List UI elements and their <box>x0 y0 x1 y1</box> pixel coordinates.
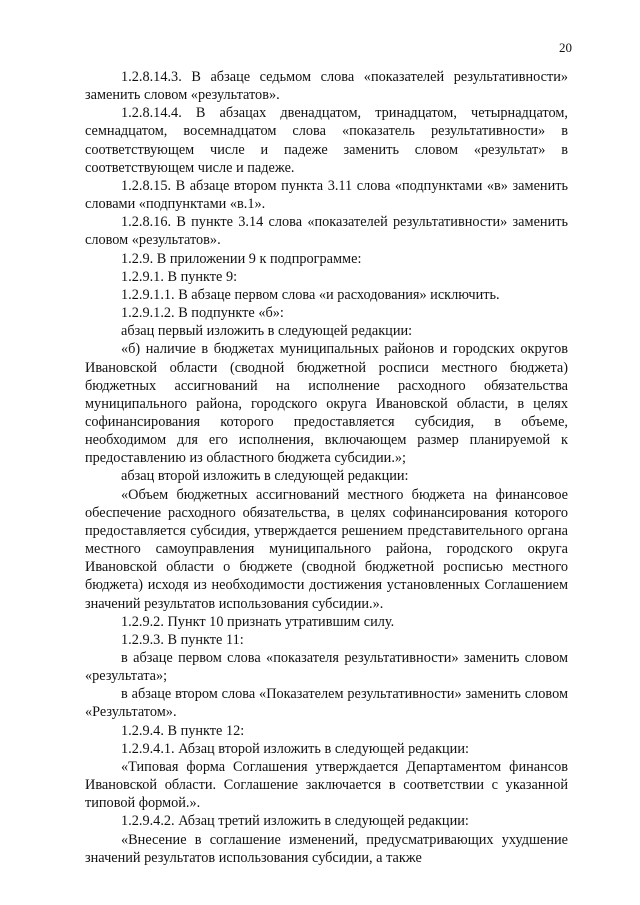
paragraph-1-2-9-4: 1.2.9.4. В пункте 12: <box>121 722 245 739</box>
document-body <box>85 68 568 867</box>
paragraph-1-2-9-2: 1.2.9.2. Пункт 10 признать утратившим силу. <box>121 613 395 630</box>
paragraph-11-first: в абзаце первом слова «показателя результативности» заменить словом «результата»; <box>85 650 568 685</box>
paragraph-quote-volume: «Объем бюджетных ассигнований местного бюджета на финансовое обеспечение расходного обязательства, в целях софинансирования которого предоставляется субсидия, утверждается решением представительного органа местного самоуправления муниципального района, городского округа Ивановской области о бюджете (сводной бюджетной росписью местного бюджета) исходя из необходимости достижения установленных Соглашением значений результатов использования субсидии.». <box>85 486 568 612</box>
paragraph-quote-amendment: «Внесение в соглашение изменений, предусматривающих ухудшение значений результатов использования субсидии, а также <box>85 831 568 866</box>
paragraph-1-2-9-1: 1.2.9.1. В пункте 9: <box>121 268 238 285</box>
paragraph-1-2-8-16: 1.2.8.16. В пункте 3.14 слова «показателей результативности» заменить словом «результатов». <box>85 214 568 249</box>
paragraph-1-2-9-1-2: 1.2.9.1.2. В подпункте «б»: <box>121 305 284 322</box>
paragraph-first-para-intro: абзац первый изложить в следующей редакции: <box>121 323 413 340</box>
paragraph-1-2-9-3: 1.2.9.3. В пункте 11: <box>121 631 244 648</box>
paragraph-1-2-9: 1.2.9. В приложении 9 к подпрограмме: <box>121 250 362 267</box>
paragraph-1-2-8-14-4: 1.2.8.14.4. В абзацах двенадцатом, тринадцатом, четырнадцатом, семнадцатом, восемнадцатом слова «показатель результативности» в соответствующем числе и падеже заменить словом «результат» в соответствующем числе и падеже. <box>85 105 568 176</box>
paragraph-quote-typical-form: «Типовая форма Соглашения утверждается Департаментом финансов Ивановской области. Соглашение заключается в соответствии с указанной типовой формой.». <box>85 758 568 812</box>
paragraph-11-second: в абзаце втором слова «Показателем результативности» заменить словом «Результатом». <box>85 686 568 721</box>
paragraph-quote-b: «б) наличие в бюджетах муниципальных районов и городских округов Ивановской области (сводной бюджетной росписи местного бюджета) бюджетных ассигнований на исполнение расходного обязательства муниципального района, городского округа Ивановской области, в целях софинансирования которого предоставляется субсидия, в объеме, необходимом для его исполнения, включающем размер планируемой к предоставлению из областного бюджета субсидии.»; <box>85 341 568 467</box>
paragraph-1-2-8-15: 1.2.8.15. В абзаце втором пункта 3.11 слова «подпунктами «в» заменить словами «подпунктами «в.1». <box>85 177 568 213</box>
paragraph-1-2-8-14-3: 1.2.8.14.3. В абзаце седьмом слова «показателей результативности» заменить словом «результатов». <box>85 69 568 104</box>
paragraph-1-2-9-1-1: 1.2.9.1.1. В абзаце первом слова «и расходования» исключить. <box>121 286 500 303</box>
paragraph-1-2-9-4-1: 1.2.9.4.1. Абзац второй изложить в следующей редакции: <box>121 740 469 757</box>
paragraph-second-para-intro: абзац второй изложить в следующей редакции: <box>121 468 409 485</box>
paragraph-1-2-9-4-2: 1.2.9.4.2. Абзац третий изложить в следующей редакции: <box>121 813 469 830</box>
page-number: 20 <box>559 40 572 55</box>
